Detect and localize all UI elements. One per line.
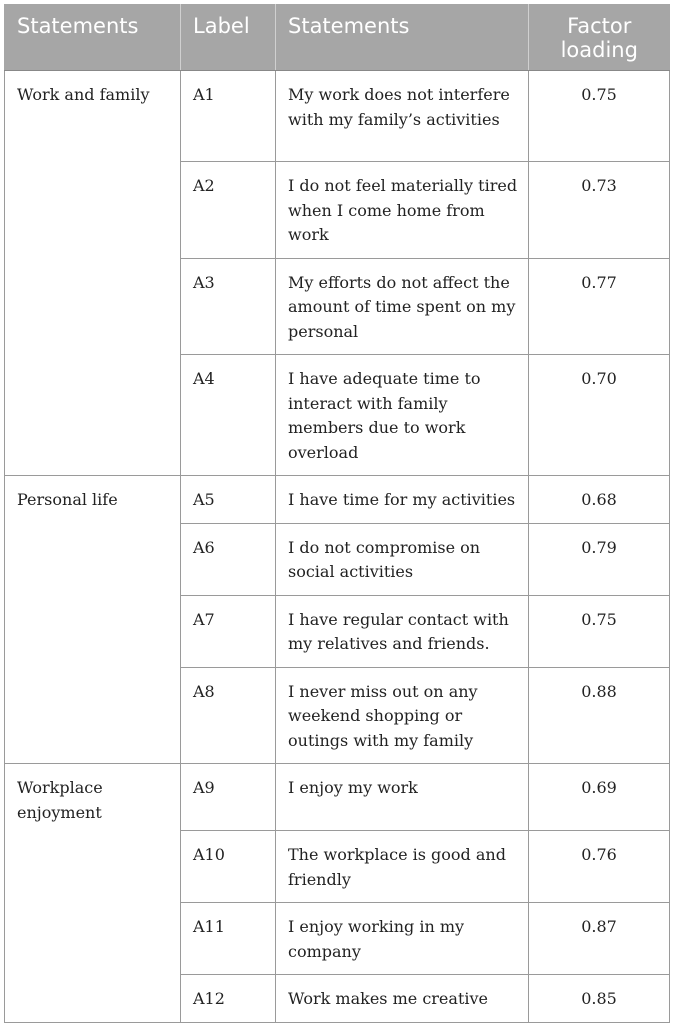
table-row [5,71,670,162]
row-statement: I do not compromise on social activities [276,523,529,595]
row-loading: 0.88 [529,667,670,764]
row-label: A5 [181,476,276,524]
row-statement: My work does not interfere with my family’s activities [276,71,529,162]
row-statement: I have time for my activities [276,476,529,524]
row-loading: 0.77 [529,258,670,355]
row-label: A12 [181,975,276,1023]
row-statement: I have regular contact with my relatives and friends. [276,595,529,667]
table-row [5,764,670,831]
table-body [5,71,670,1023]
row-label: A1 [181,71,276,162]
table-row [5,476,670,524]
row-statement: I never miss out on any weekend shopping or outings with my family [276,667,529,764]
header-label: Label [181,4,276,71]
row-loading: 0.75 [529,71,670,162]
row-loading: 0.75 [529,595,670,667]
row-loading: 0.73 [529,162,670,259]
row-label: A6 [181,523,276,595]
row-loading: 0.70 [529,355,670,476]
row-label: A3 [181,258,276,355]
row-statement: I enjoy my work [276,764,529,831]
row-loading: 0.76 [529,831,670,903]
row-label: A9 [181,764,276,831]
row-label: A4 [181,355,276,476]
header-statements-group: Statements [5,4,181,71]
row-loading: 0.68 [529,476,670,524]
row-statement: My efforts do not affect the amount of time spent on my personal [276,258,529,355]
row-loading: 0.79 [529,523,670,595]
row-loading: 0.69 [529,764,670,831]
row-label: A8 [181,667,276,764]
header-row [5,4,670,71]
group-workplace-enjoyment: Workplace enjoyment [5,764,181,1023]
row-statement: Work makes me creative [276,975,529,1023]
row-statement: The workplace is good and friendly [276,831,529,903]
group-work-and-family: Work and family [5,71,181,476]
row-label: A7 [181,595,276,667]
row-statement: I enjoy working in my company [276,903,529,975]
header-statements: Statements [276,4,529,71]
row-loading: 0.87 [529,903,670,975]
group-personal-life: Personal life [5,476,181,764]
row-label: A2 [181,162,276,259]
row-statement: I do not feel materially tired when I come home from work [276,162,529,259]
row-label: A10 [181,831,276,903]
row-label: A11 [181,903,276,975]
factor-loading-table [4,4,670,1023]
table-header [5,4,670,71]
row-loading: 0.85 [529,975,670,1023]
header-factor-loading: Factor loading [529,4,670,71]
row-statement: I have adequate time to interact with family members due to work overload [276,355,529,476]
